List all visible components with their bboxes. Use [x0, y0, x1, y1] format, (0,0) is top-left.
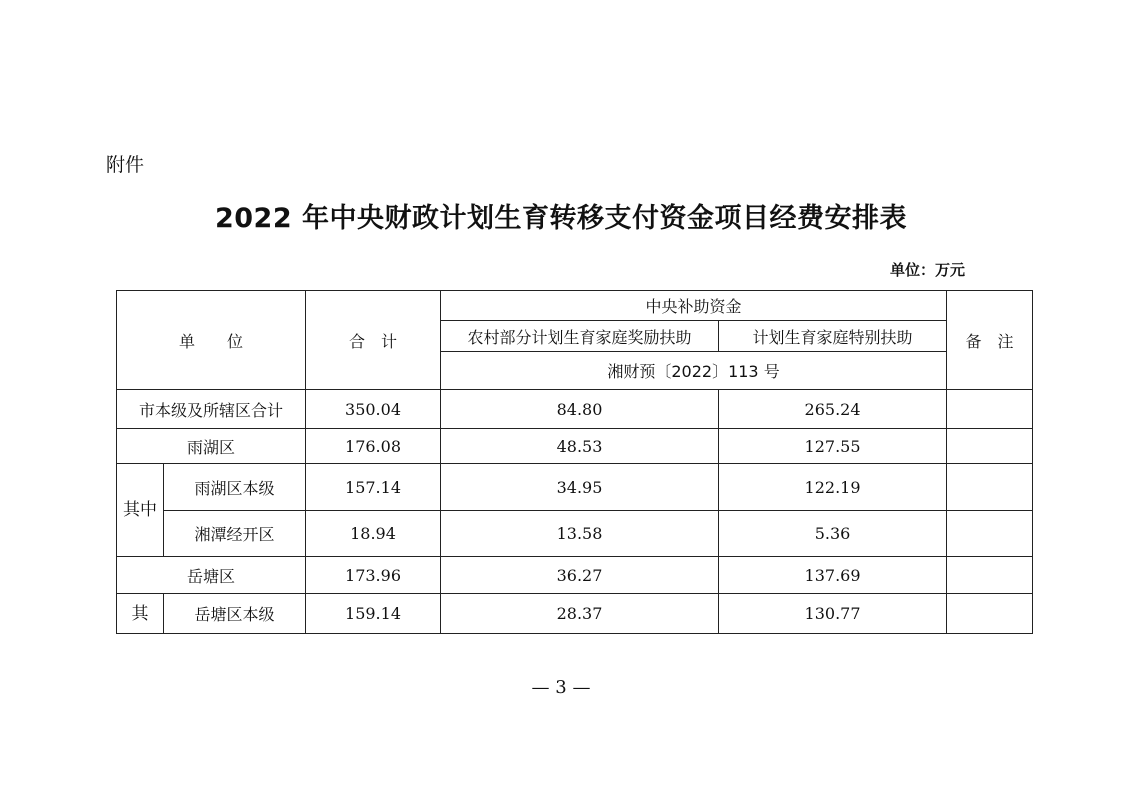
header-rural-reward: 农村部分计划生育家庭奖励扶助: [441, 321, 719, 352]
row-rural: 34.95: [441, 464, 719, 511]
header-total: 合 计: [306, 291, 441, 390]
table-row: [117, 511, 1033, 557]
row-remarks: [947, 390, 1033, 429]
row-rural: 84.80: [441, 390, 719, 429]
row-unit: 岳塘区: [117, 557, 306, 594]
table-row: [117, 464, 1033, 511]
row-total: 159.14: [306, 594, 441, 634]
header-special-support: 计划生育家庭特别扶助: [719, 321, 947, 352]
row-total: 173.96: [306, 557, 441, 594]
row-special: 265.24: [719, 390, 947, 429]
row-remarks: [947, 594, 1033, 634]
row-total: 157.14: [306, 464, 441, 511]
funding-table: [116, 290, 1033, 634]
row-rural: 28.37: [441, 594, 719, 634]
row-remarks: [947, 511, 1033, 557]
table-row: [117, 594, 1033, 634]
row-unit: 市本级及所辖区合计: [117, 390, 306, 429]
row-special: 130.77: [719, 594, 947, 634]
header-unit: 单 位: [117, 291, 306, 390]
row-special: 122.19: [719, 464, 947, 511]
row-rural: 13.58: [441, 511, 719, 557]
header-central-funds: 中央补助资金: [441, 291, 947, 321]
header-remarks: 备 注: [947, 291, 1033, 390]
page-number: — 3 —: [531, 677, 591, 698]
row-unit: 岳塘区本级: [164, 594, 306, 634]
document-title: 2022 年中央财政计划生育转移支付资金项目经费安排表: [214, 203, 908, 234]
row-unit: 湘潭经开区: [164, 511, 306, 557]
qizhong-label: 其: [117, 594, 164, 634]
row-remarks: [947, 429, 1033, 464]
row-remarks: [947, 464, 1033, 511]
row-special: 5.36: [719, 511, 947, 557]
row-total: 176.08: [306, 429, 441, 464]
qizhong-label: 其中: [117, 464, 164, 557]
row-total: 350.04: [306, 390, 441, 429]
row-unit: 雨湖区: [117, 429, 306, 464]
row-rural: 36.27: [441, 557, 719, 594]
row-total: 18.94: [306, 511, 441, 557]
row-special: 137.69: [719, 557, 947, 594]
header-document-ref: 湘财预〔2022〕113 号: [441, 352, 947, 390]
row-special: 127.55: [719, 429, 947, 464]
row-remarks: [947, 557, 1033, 594]
attachment-label: 附件: [106, 154, 145, 176]
table-row: [117, 557, 1033, 594]
table-row: [117, 390, 1033, 429]
row-rural: 48.53: [441, 429, 719, 464]
row-unit: 雨湖区本级: [164, 464, 306, 511]
unit-label: 单位：万元: [890, 261, 966, 279]
table-row: [117, 429, 1033, 464]
